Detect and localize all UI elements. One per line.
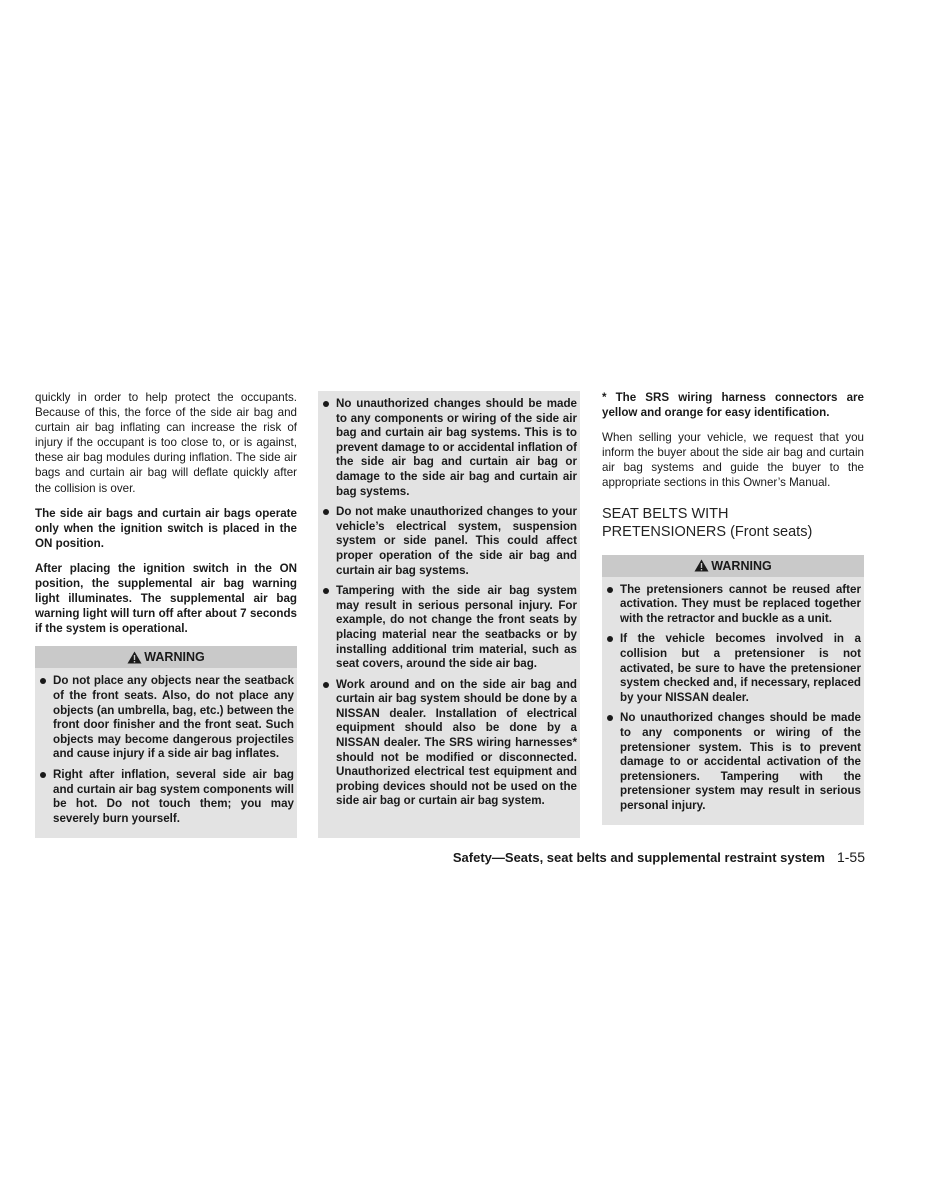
footer-section-title: Safety—Seats, seat belts and supplemental restraint system bbox=[452, 850, 825, 865]
bullet-icon bbox=[607, 715, 613, 721]
list-item: No unauthorized changes should be made to any components or wiring of the side air bag and curtain air bag systems. This is to prevent damage to or accidental inflation of the side air bag and curtain air bag or damage to the side air bag and curtain air bag systems. bbox=[321, 397, 577, 499]
list-item: The pretensioners cannot be reused after activation. They must be replaced together with the retractor and buckle as a unit. bbox=[605, 583, 861, 627]
warning-header bbox=[602, 555, 864, 577]
list-item: If the vehicle becomes involved in a collision but a pretensioner is not activated, be sure to have the pretensioner system checked and, if necessary, replaced by your NISSAN dealer. bbox=[605, 632, 861, 705]
warning-title: WARNING bbox=[144, 650, 205, 665]
list-item: Right after inflation, several side air bag and curtain air bag system components will be hot. Do not touch them; you may severely burn yourself. bbox=[38, 768, 294, 826]
section-heading: SEAT BELTS WITH PRETENSIONERS (Front seats) bbox=[602, 505, 813, 540]
warning-box bbox=[602, 555, 864, 826]
paragraph: quickly in order to help protect the occupants. Because of this, the force of the side air bag and curtain air bag inflating can increase the risk of injury if the occupant is too close to, or is against, these air bag modules during inflation. The side air bags and curtain air bag will deflate quickly after the collision is over. bbox=[35, 391, 297, 495]
list-item: Tampering with the side air bag system may result in serious personal injury. For example, do not change the front seats by placing material near the seatbacks or by installing additional trim material, such as seat covers, around the side air bag. bbox=[321, 584, 577, 672]
column-3 bbox=[602, 390, 864, 825]
list-item: Do not make unauthorized changes to your vehicle’s electrical system, suspension system or side panel. This could affect proper operation of the side air bag and curtain air bag systems. bbox=[321, 505, 577, 578]
bullet-icon bbox=[323, 401, 329, 407]
page-footer bbox=[360, 849, 865, 865]
bullet-icon bbox=[607, 636, 613, 642]
warning-triangle-icon bbox=[127, 651, 142, 664]
warning-box bbox=[35, 646, 297, 838]
warning-list bbox=[321, 397, 577, 809]
paragraph-bold: The side air bags and curtain air bags operate only when the ignition switch is placed in the ON position. bbox=[35, 506, 297, 550]
warning-list bbox=[38, 674, 294, 826]
column-2-warning-box bbox=[318, 391, 580, 838]
list-item: Work around and on the side air bag and curtain air bag system should be done by a NISSAN dealer. Installation of electrical equipment should also be done by a NISSAN dealer. The SRS wiring harnesses* should not be modified or disconnected. Unauthorized electrical test equipment and probing devices should not be used on the side air bag or curtain air bag system. bbox=[321, 678, 577, 809]
paragraph: When selling your vehicle, we request that you inform the buyer about the side air bag and curtain air bag systems and guide the buyer to the appropriate sections in this Owner’s Manual. bbox=[602, 431, 864, 490]
warning-list bbox=[605, 583, 861, 814]
warning-title: WARNING bbox=[711, 558, 772, 573]
warning-triangle-icon bbox=[694, 559, 709, 572]
bullet-icon bbox=[40, 772, 46, 778]
warning-header bbox=[35, 646, 297, 668]
bullet-icon bbox=[607, 587, 613, 593]
page-number: 1-55 bbox=[836, 849, 865, 865]
bullet-icon bbox=[40, 678, 46, 684]
list-item: Do not place any objects near the seatback of the front seats. Also, do not place any objects (an umbrella, bag, etc.) between the front door finisher and the front seat. Such objects may become dangerous projectiles and cause injury if a side air bag inflates. bbox=[38, 674, 294, 762]
column-1 bbox=[35, 390, 297, 838]
bullet-icon bbox=[323, 682, 329, 688]
paragraph-bold: After placing the ignition switch in the ON position, the supplemental air bag warning light illuminates. The supplemental air bag warning light will turn off after about 7 seconds if the system is operational. bbox=[35, 561, 297, 636]
bullet-icon bbox=[323, 509, 329, 515]
bullet-icon bbox=[323, 588, 329, 594]
list-item: No unauthorized changes should be made to any components or wiring of the pretensioner system. This is to prevent damage to or accidental activation of the pretensioners. Tampering with the pretensioner system may result in serious personal injury. bbox=[605, 711, 861, 813]
note-paragraph: * The SRS wiring harness connectors are yellow and orange for easy identification. bbox=[602, 391, 864, 420]
